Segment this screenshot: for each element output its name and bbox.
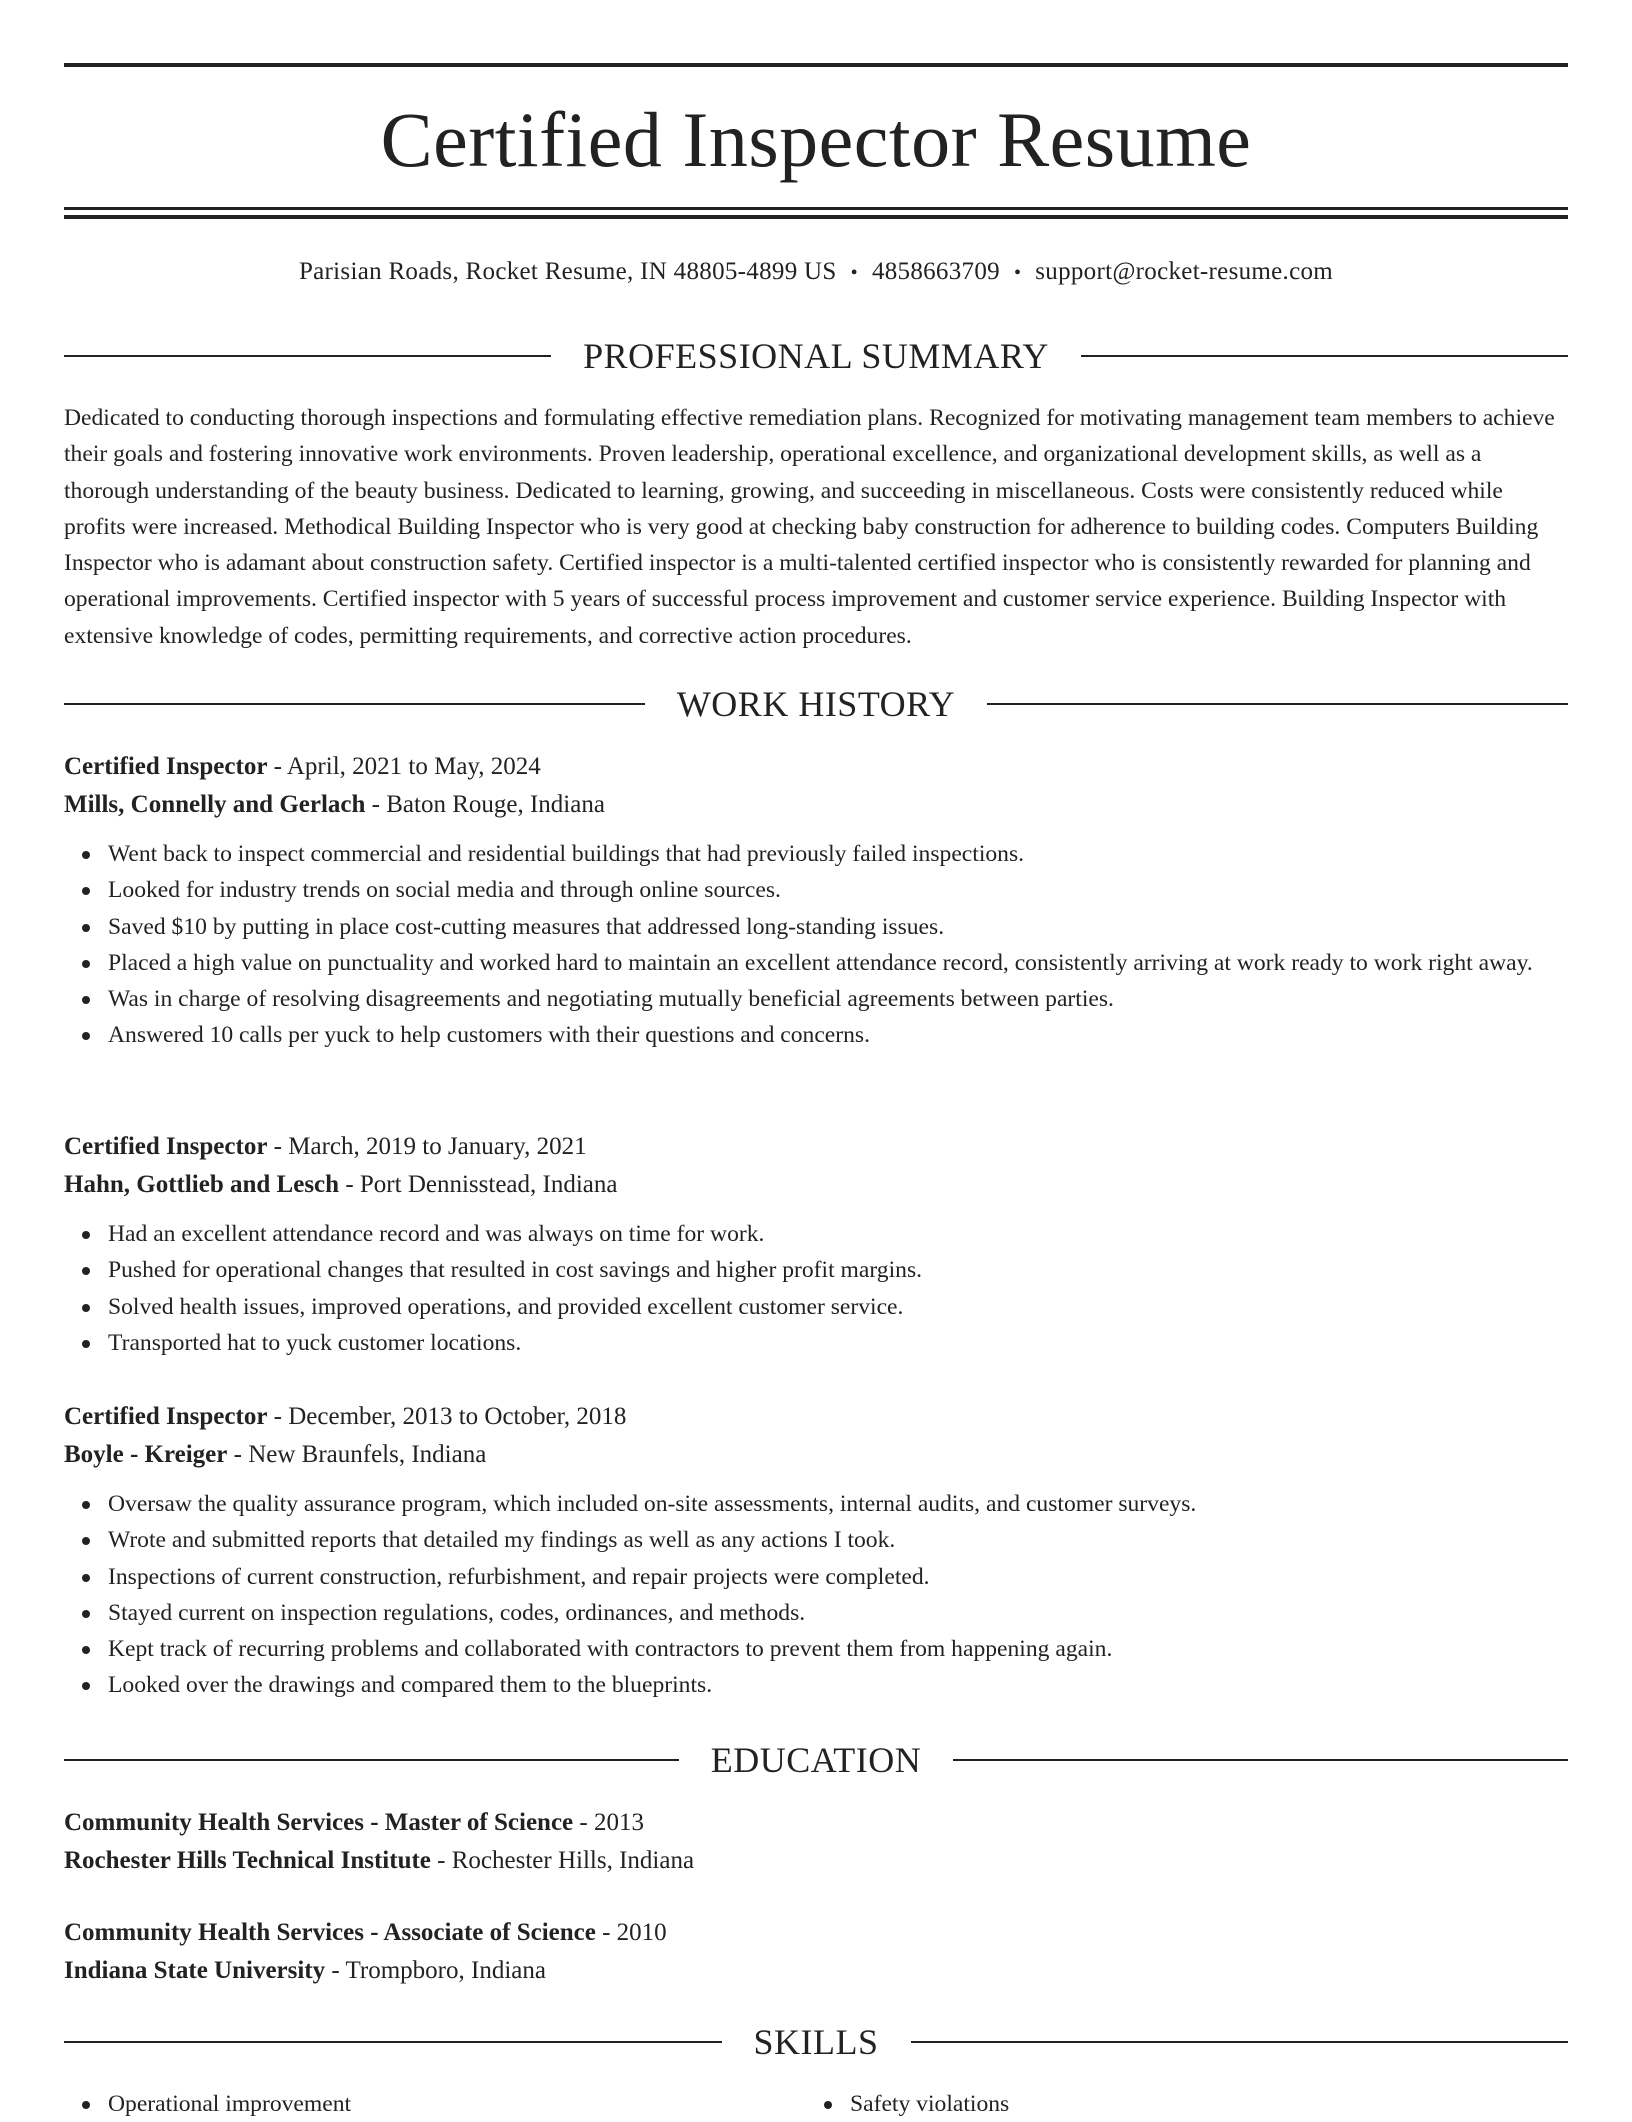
bullet-text: Was in charge of resolving disagreements and negotiating mutually beneficial agreements between parties. <box>108 986 1114 1013</box>
school-location: - Trompboro, Indiana <box>325 1957 546 1984</box>
job-bullets <box>64 836 1568 1054</box>
list-item <box>64 981 1568 1017</box>
bullet-text: Oversaw the quality assurance program, which included on-site assessments, internal audits, and customer surveys. <box>108 1491 1197 1517</box>
bullet-text: Placed a high value on punctuality and worked hard to maintain an excellent attendance record, consistently arriving at work ready to work right away. <box>108 949 1533 976</box>
list-item <box>64 2086 806 2122</box>
skills-bullets <box>64 2086 806 2122</box>
list-item <box>64 1522 1568 1558</box>
education-entry <box>64 1914 1568 1990</box>
title-rule-upper <box>64 207 1568 210</box>
contact-phone: 4858663709 <box>871 258 1000 285</box>
degree: Community Health Services - Master of Science <box>64 1809 574 1836</box>
job-location: - Port Dennisstead, Indiana <box>339 1171 618 1198</box>
job-dates: - April, 2021 to May, 2024 <box>267 753 541 780</box>
job-dates: - March, 2019 to January, 2021 <box>267 1133 587 1160</box>
list-item <box>64 945 1568 981</box>
job-entry <box>64 748 1568 1054</box>
bullet-text: Wrote and submitted reports that detailed my findings as well as any actions I took. <box>108 1527 896 1554</box>
bullet-icon <box>82 960 90 968</box>
contact-email: support@rocket-resume.com <box>1035 258 1334 285</box>
bullet-text: Stayed current on inspection regulations, codes, ordinances, and methods. <box>108 1599 806 1626</box>
list-item <box>64 1252 1568 1288</box>
bullet-text: Kept track of recurring problems and collaborated with contractors to prevent them from happening again. <box>108 1636 1113 1663</box>
top-rule <box>64 63 1568 67</box>
heading-rule <box>64 703 645 705</box>
heading-rule <box>911 2041 1569 2043</box>
heading-rule <box>987 703 1568 705</box>
job-title: Certified Inspector <box>64 1403 268 1430</box>
bullet-text: Had an excellent attendance record and was always on time for work. <box>108 1221 765 1247</box>
contact-address: Parisian Roads, Rocket Resume, IN 48805-4899 US <box>298 258 837 285</box>
bullet-icon <box>82 996 90 1004</box>
degree-year: - 2010 <box>595 1919 667 1946</box>
bullet-icon <box>82 1501 90 1509</box>
list-item <box>64 909 1568 945</box>
skills-column-left <box>64 2086 806 2122</box>
bullet-icon <box>82 1340 90 1348</box>
bullet-text: Looked for industry trends on social media and through online sources. <box>108 877 781 904</box>
page-title: Certified Inspector Resume <box>380 96 1252 183</box>
bullet-icon <box>82 1537 90 1545</box>
bullet-icon <box>82 1231 90 1239</box>
job-company-row <box>64 1436 1568 1474</box>
bullet-icon <box>82 1646 90 1654</box>
school: Indiana State University <box>64 1957 326 1984</box>
bullet-text: Solved health issues, improved operations, and provided excellent customer service. <box>108 1293 904 1320</box>
education-entry <box>64 1804 1568 1880</box>
bullet-text: Answered 10 calls per yuck to help customers with their questions and concerns. <box>108 1022 871 1049</box>
degree: Community Health Services - Associate of Science <box>64 1919 596 1946</box>
list-item <box>64 1631 1568 1667</box>
list-item <box>64 836 1568 872</box>
heading-rule <box>1081 355 1568 357</box>
bullet-text: Went back to inspect commercial and residential buildings that had previously failed inspections. <box>108 841 1025 867</box>
job-entry <box>64 1398 1568 1704</box>
job-bullets <box>64 1486 1568 1704</box>
degree-year: - 2013 <box>573 1809 644 1836</box>
list-item <box>64 872 1568 908</box>
school-row <box>64 1952 1568 1990</box>
skills-heading <box>64 2020 1568 2064</box>
bullet-icon <box>82 1574 90 1582</box>
school-row <box>64 1842 1568 1880</box>
bullet-icon <box>82 851 90 859</box>
list-item <box>64 1595 1568 1631</box>
job-dates: - December, 2013 to October, 2018 <box>267 1403 627 1430</box>
section-title: SKILLS <box>753 2022 879 2062</box>
list-item <box>64 1486 1568 1522</box>
bullet-icon <box>82 2101 90 2109</box>
job-bullets <box>64 1216 1568 1361</box>
bullet-icon <box>82 1610 90 1618</box>
bullet-text: Pushed for operational changes that resulted in cost savings and higher profit margins. <box>108 1257 923 1284</box>
list-item <box>806 2086 1548 2122</box>
bullet-text: Looked over the drawings and compared them to the blueprints. <box>108 1672 713 1699</box>
job-title-row <box>64 1398 1568 1436</box>
skills-list <box>64 2086 1568 2122</box>
heading-rule <box>953 1759 1568 1761</box>
job-company-row <box>64 786 1568 824</box>
contact-line <box>64 254 1568 291</box>
job-company: Mills, Connelly and Gerlach <box>64 791 366 818</box>
skills-bullets <box>806 2086 1548 2122</box>
job-location: - Baton Rouge, Indiana <box>365 791 605 818</box>
section-title: WORK HISTORY <box>676 684 956 724</box>
skills-column-right <box>806 2086 1548 2122</box>
bullet-icon <box>82 1304 90 1312</box>
job-company: Boyle - Kreiger <box>64 1441 228 1468</box>
job-title-row <box>64 748 1568 786</box>
school: Rochester Hills Technical Institute <box>64 1847 431 1874</box>
work-history-heading <box>64 682 1568 726</box>
list-item <box>64 1289 1568 1325</box>
list-item <box>64 1216 1568 1252</box>
bullet-icon <box>82 924 90 932</box>
heading-rule <box>64 355 551 357</box>
heading-rule <box>64 1759 679 1761</box>
skill-text: Safety violations <box>850 2091 1010 2117</box>
bullet-text: Inspections of current construction, refurbishment, and repair projects were completed. <box>108 1563 930 1590</box>
job-title: Certified Inspector <box>64 1133 268 1160</box>
job-company: Hahn, Gottlieb and Lesch <box>64 1171 340 1198</box>
bullet-icon <box>82 1267 90 1275</box>
bullet-icon <box>82 1032 90 1040</box>
list-item <box>64 1667 1568 1703</box>
degree-row <box>64 1914 1568 1952</box>
job-title-row <box>64 1128 1568 1166</box>
skill-text: Operational improvement <box>108 2091 352 2117</box>
bullet-icon <box>824 2101 832 2109</box>
list-item <box>64 1017 1568 1053</box>
contact-separator: • <box>850 262 858 284</box>
summary-text: Dedicated to conducting thorough inspections and formulating effective remediation plans. Recognized for motivating management team members to achieve their goals and fostering innovative work environments. Proven leadership, operational excellence, and organizational development skills, as well as a thorough understanding of the beauty business. Dedicated to learning, growing, and succeeding in miscellaneous. Costs were consistently reduced while profits were increased. Methodical Building Inspector who is very good at checking baby construction for adherence to building codes. Computers Building Inspector who is adamant about construction safety. Certified inspector is a multi-talented certified inspector who is consistently rewarded for planning and operational improvements. Certified inspector with 5 years of successful process improvement and customer service experience. Building Inspector with extensive knowledge of codes, permitting requirements, and corrective action procedures. <box>64 405 1555 649</box>
list-item <box>64 1325 1568 1361</box>
job-location: - New Braunfels, Indiana <box>227 1441 487 1468</box>
section-title: PROFESSIONAL SUMMARY <box>583 336 1049 376</box>
contact-separator: • <box>1013 262 1022 284</box>
job-title: Certified Inspector <box>64 753 268 780</box>
section-title: EDUCATION <box>710 1740 922 1780</box>
bullet-text: Transported hat to yuck customer locations. <box>108 1329 522 1356</box>
list-item <box>64 1559 1568 1595</box>
bullet-icon <box>82 1682 90 1690</box>
summary-heading <box>64 334 1568 378</box>
title-rule-lower <box>64 215 1568 219</box>
bullet-text: Saved $10 by putting in place cost-cutting measures that addressed long-standing issues. <box>108 913 945 940</box>
heading-rule <box>64 2041 722 2043</box>
education-heading <box>64 1738 1568 1782</box>
job-company-row <box>64 1166 1568 1204</box>
degree-row <box>64 1804 1568 1842</box>
school-location: - Rochester Hills, Indiana <box>430 1847 695 1874</box>
job-entry <box>64 1128 1568 1361</box>
bullet-icon <box>82 887 90 895</box>
